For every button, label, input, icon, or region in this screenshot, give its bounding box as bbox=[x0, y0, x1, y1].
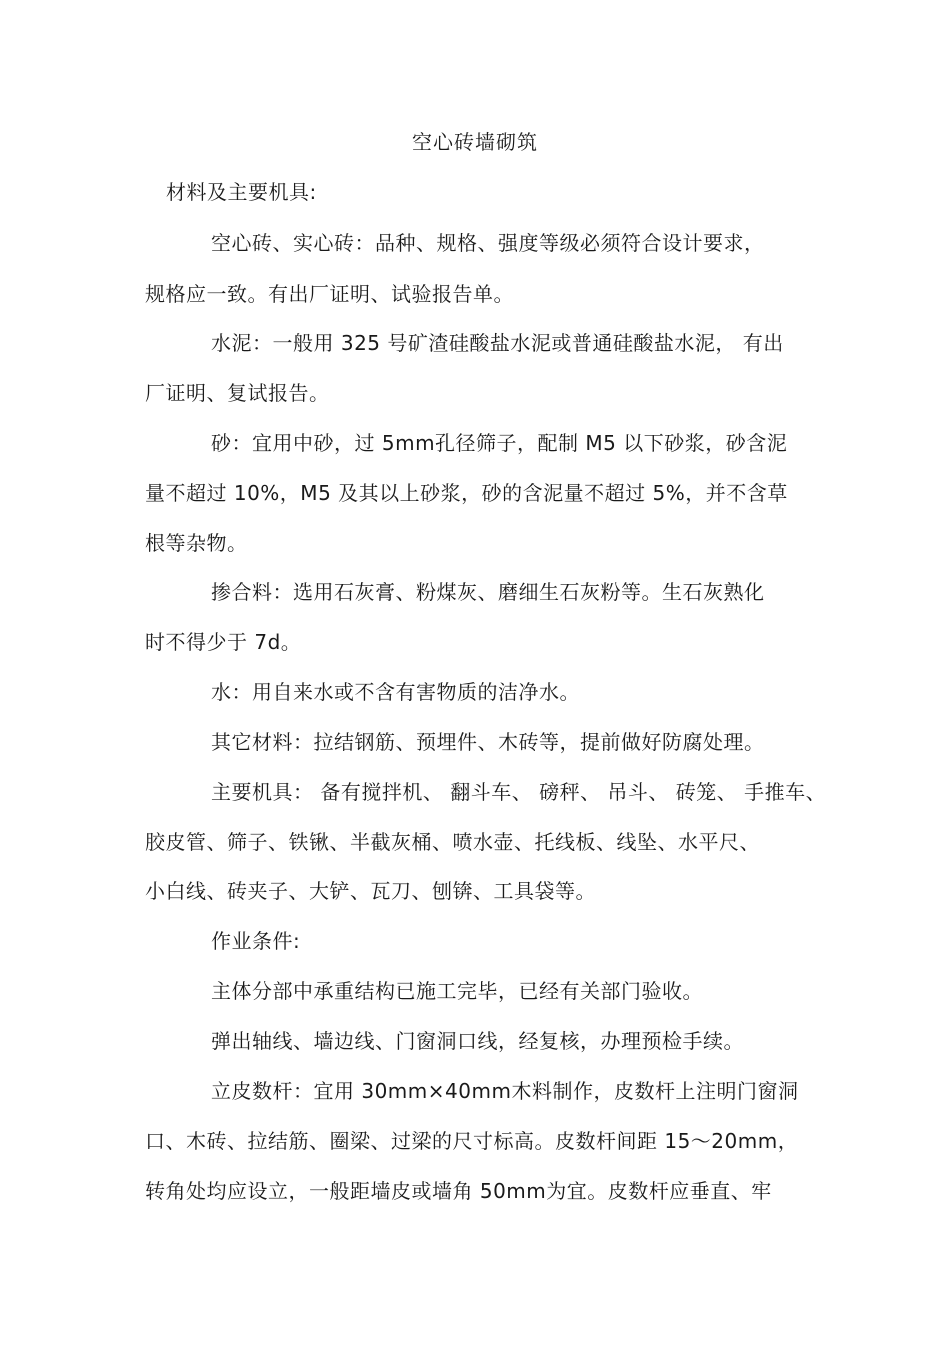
paragraph-line: 其它材料：拉结钢筋、预埋件、木砖等，提前做好防腐处理。 bbox=[211, 730, 765, 754]
section-heading-materials: 材料及主要机具: bbox=[166, 180, 317, 204]
document-title: 空心砖墙砌筑 bbox=[412, 130, 538, 154]
paragraph-line: 水泥：一般用 325 号矿渣硅酸盐水泥或普通硅酸盐水泥， 有出 bbox=[211, 331, 784, 355]
paragraph-line: 厂证明、复试报告。 bbox=[145, 381, 330, 405]
paragraph-line: 弹出轴线、墙边线、门窗洞口线，经复核，办理预检手续。 bbox=[211, 1029, 744, 1053]
paragraph-line: 小白线、砖夹子、大铲、瓦刀、刨锛、工具袋等。 bbox=[145, 879, 596, 903]
paragraph-line: 口、木砖、拉结筋、圈梁、过梁的尺寸标高。皮数杆间距 15～20mm， bbox=[145, 1129, 799, 1153]
paragraph-line: 立皮数杆：宜用 30mm×40mm木料制作，皮数杆上注明门窗洞 bbox=[211, 1079, 799, 1103]
paragraph-line: 砂：宜用中砂，过 5mm孔径筛子，配制 M5 以下砂浆，砂含泥 bbox=[211, 431, 788, 455]
paragraph-line: 时不得少于 7d。 bbox=[145, 630, 302, 654]
paragraph-line: 转角处均应设立，一般距墙皮或墙角 50mm为宜。皮数杆应垂直、牢 bbox=[145, 1179, 772, 1203]
section-heading-conditions: 作业条件: bbox=[211, 929, 301, 953]
paragraph-line: 空心砖、实心砖：品种、规格、强度等级必须符合设计要求， bbox=[211, 231, 765, 255]
paragraph-line: 掺合料：选用石灰膏、粉煤灰、磨细生石灰粉等。生石灰熟化 bbox=[211, 580, 765, 604]
paragraph-line: 主要机具： 备有搅拌机、 翻斗车、 磅秤、 吊斗、 砖笼、 手推车、 bbox=[211, 780, 827, 804]
paragraph-line: 规格应一致。有出厂证明、试验报告单。 bbox=[145, 282, 514, 306]
paragraph-line: 量不超过 10%，M5 及其以上砂浆，砂的含泥量不超过 5%，并不含草 bbox=[145, 481, 788, 505]
paragraph-line: 根等杂物。 bbox=[145, 531, 248, 555]
paragraph-line: 胶皮管、筛子、铁锹、半截灰桶、喷水壶、托线板、线坠、水平尺、 bbox=[145, 830, 760, 854]
paragraph-line: 水：用自来水或不含有害物质的洁净水。 bbox=[211, 680, 580, 704]
paragraph-line: 主体分部中承重结构已施工完毕，已经有关部门验收。 bbox=[211, 979, 703, 1003]
